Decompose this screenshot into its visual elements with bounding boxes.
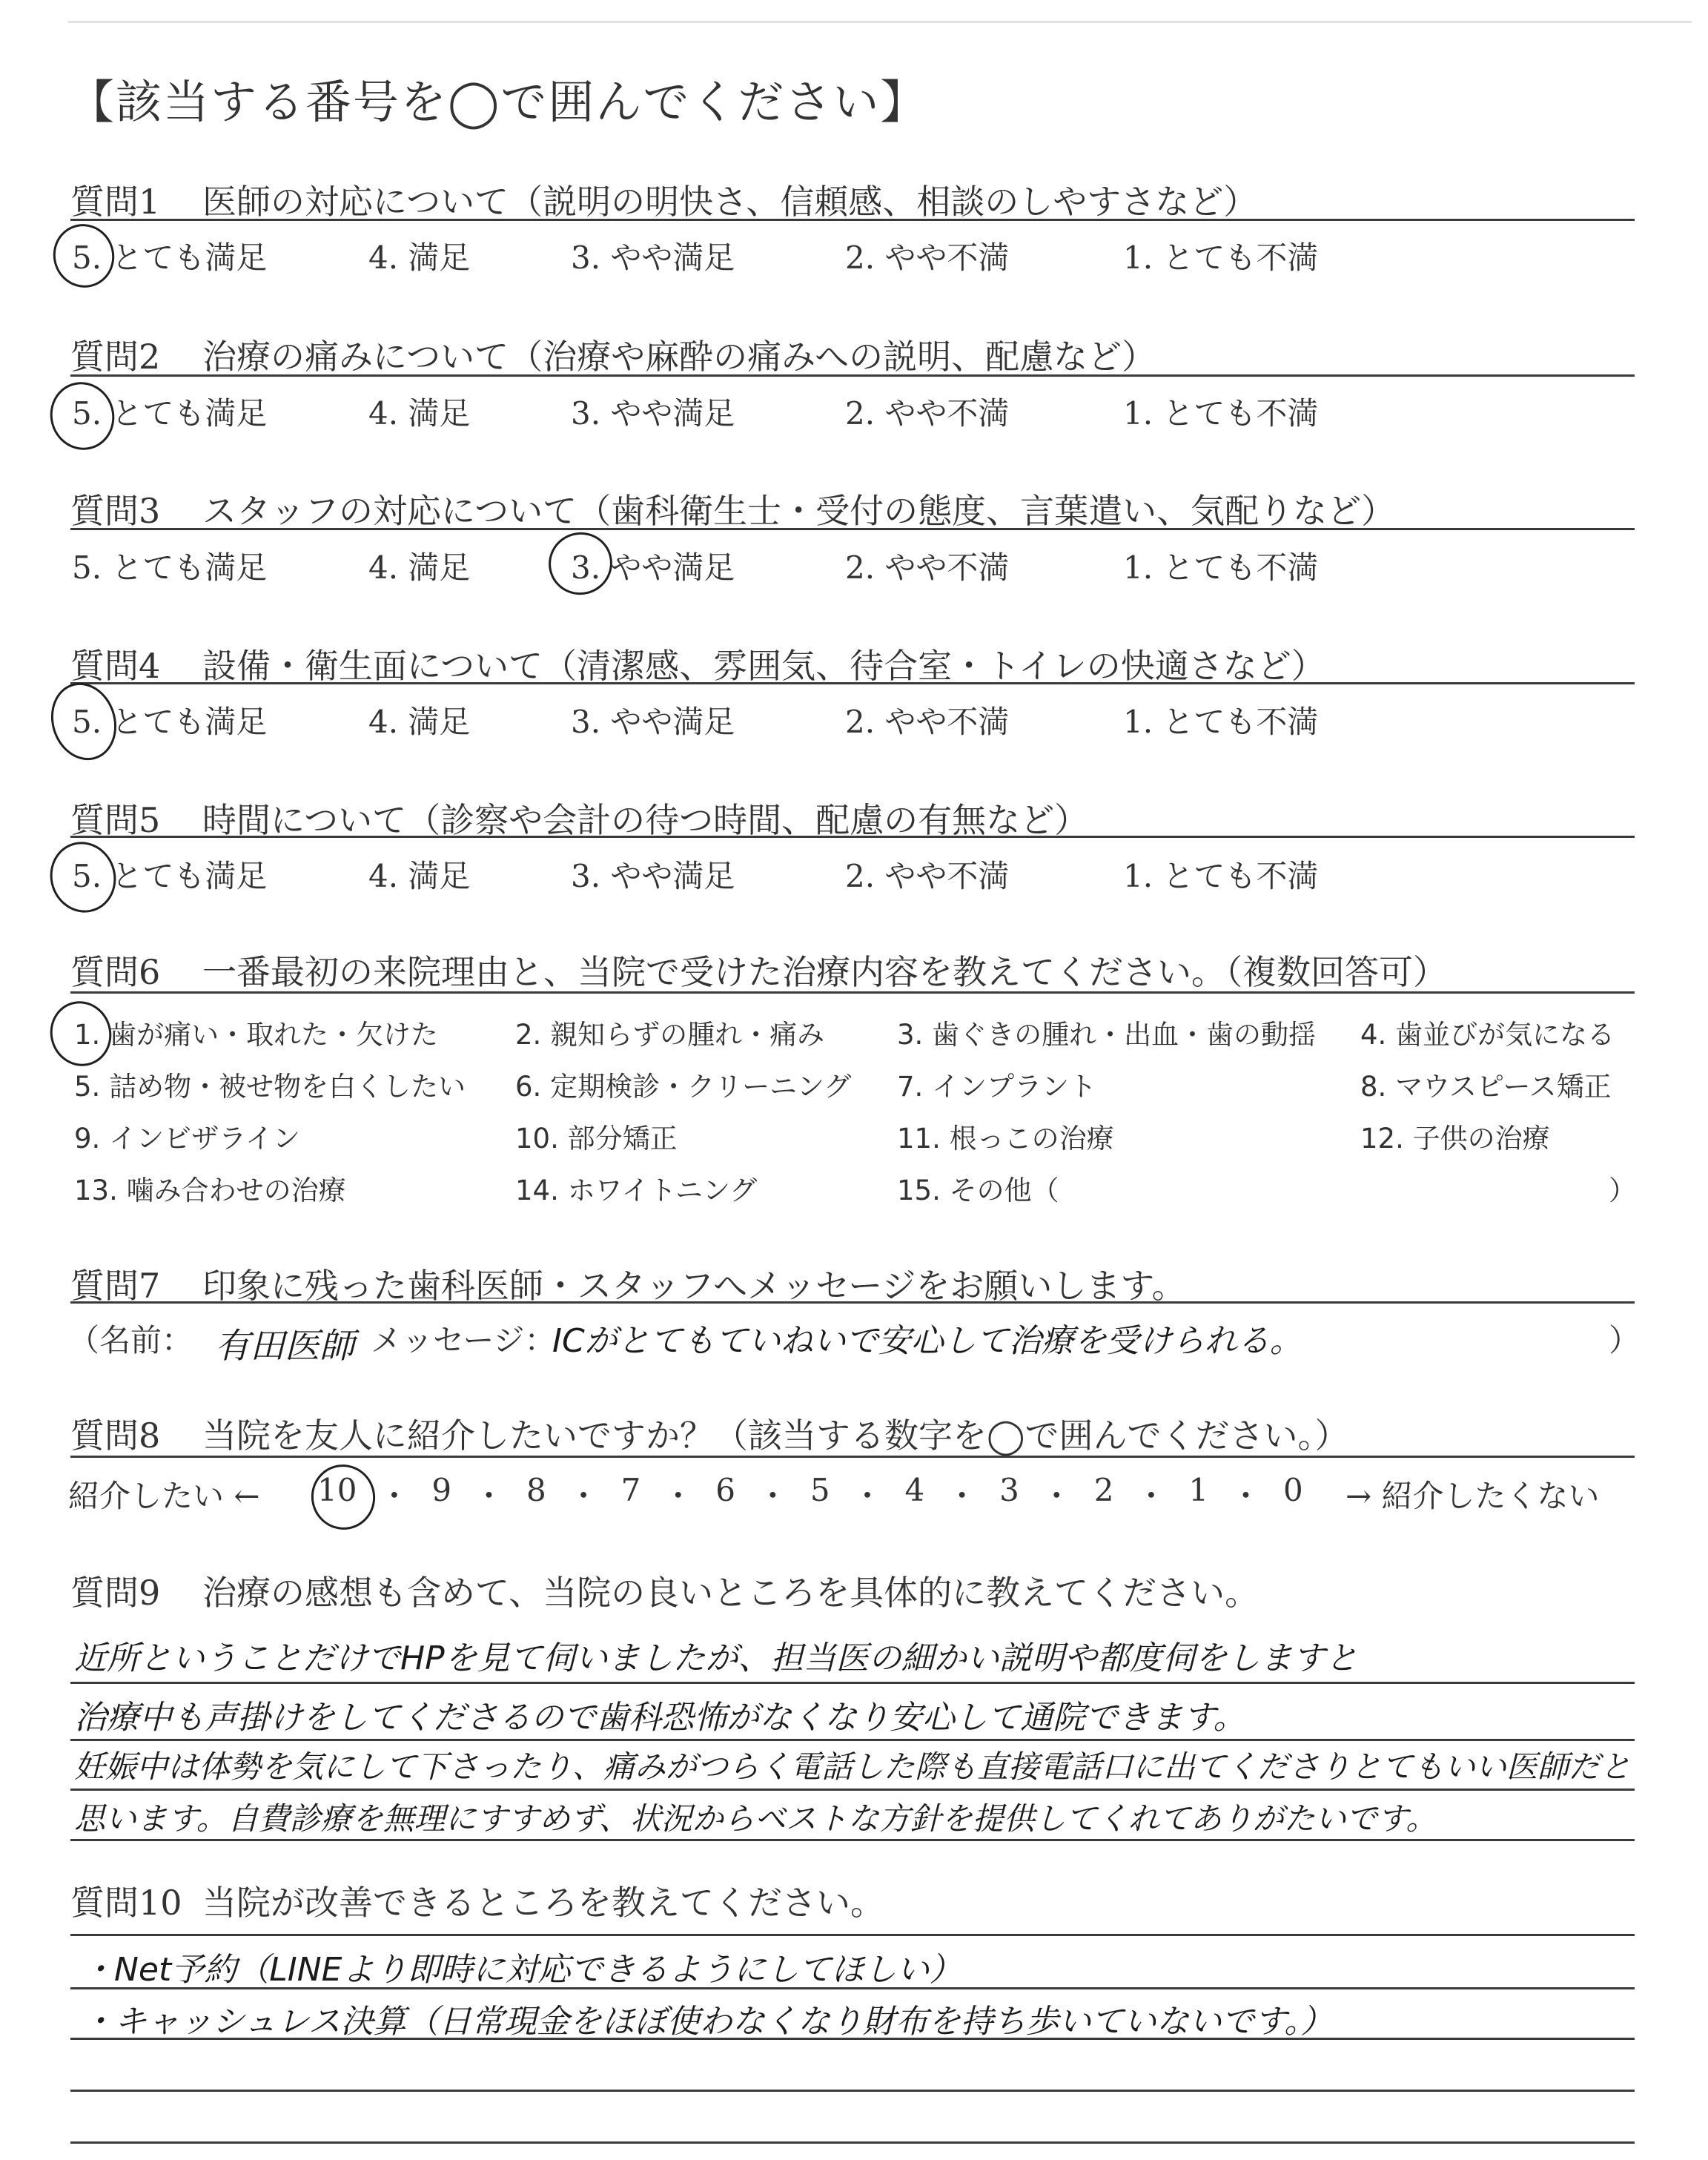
question-number: 質問1: [70, 182, 161, 222]
option-2[interactable]: 2. やや不満: [845, 395, 1010, 432]
reason-option[interactable]: 4. 歯並びが気になる: [1360, 1019, 1615, 1051]
question-rule: [70, 528, 1635, 530]
question-text: スタッフの対応について（歯科衛生士・受付の態度、言葉遣い、気配りなど）: [202, 491, 1396, 531]
scale-dot: ・: [1135, 1478, 1167, 1514]
question-rule: [70, 1456, 1635, 1458]
question-9: [70, 1566, 1259, 1615]
question-3: [70, 484, 1395, 533]
option-2[interactable]: 2. やや不満: [845, 704, 1010, 740]
option-5[interactable]: 5. とても満足: [72, 240, 268, 276]
scale-value[interactable]: 5: [810, 1472, 830, 1508]
question-text: 設備・衛生面について（清潔感、雰囲気、待合室・トイレの快適さなど）: [202, 646, 1325, 686]
scale-dot: ・: [757, 1478, 789, 1514]
page-title: 【該当する番号を◯で囲んでください】: [68, 75, 928, 129]
scale-dot: ・: [378, 1478, 410, 1514]
option-1[interactable]: 1. とても不満: [1123, 240, 1319, 276]
recommend-scale: [317, 1472, 1303, 1516]
question-rule: [70, 991, 1635, 994]
message-close-paren: ）: [1609, 1322, 1641, 1358]
scale-value[interactable]: 6: [715, 1472, 735, 1508]
selection-circle: [41, 833, 125, 921]
option-1[interactable]: 1. とても不満: [1123, 858, 1319, 894]
reason-option[interactable]: 5. 詰め物・被せ物を白くしたい: [74, 1071, 466, 1103]
recommend-right-label: → 紹介したくない: [1345, 1478, 1600, 1514]
question-2: [70, 330, 1156, 379]
option-4[interactable]: 4. 満足: [368, 704, 471, 740]
selection-circle: [42, 993, 119, 1074]
question-text: 一番最初の来院理由と、当院で受けた治療内容を教えてください。（複数回答可）: [202, 952, 1447, 992]
selection-circle: [45, 216, 123, 295]
option-5[interactable]: 5. とても満足: [72, 704, 268, 740]
reason-option[interactable]: 6. 定期検診・クリーニング: [515, 1071, 852, 1103]
question-8: [70, 1409, 1348, 1458]
question-number: 質問6: [70, 952, 161, 992]
option-3[interactable]: 3. やや満足: [571, 704, 735, 740]
question-number: 質問5: [70, 800, 161, 840]
question-text: 当院を友人に紹介したいですか？（該当する数字を◯で囲んでください。）: [202, 1416, 1349, 1456]
question-number: 質問4: [70, 646, 161, 686]
option-4[interactable]: 4. 満足: [368, 395, 471, 432]
reason-option[interactable]: 11. 根っこの治療: [897, 1123, 1114, 1155]
option-4[interactable]: 4. 満足: [368, 240, 471, 276]
answer-text-line[interactable]: 治療中も声掛けをしてくださるので歯科恐怖がなくなり安心して通院できます。: [74, 1699, 1246, 1737]
answer-text-line[interactable]: 思います。自費診療を無理にすすめず、状況からベストな方針を提供してくれてありがたいです。: [74, 1800, 1437, 1837]
recommend-left-label: 紹介したい ←: [68, 1478, 260, 1514]
question-rule: [70, 374, 1635, 377]
reason-option[interactable]: 2. 親知らずの腫れ・痛み: [515, 1019, 825, 1051]
question-number: 質問8: [70, 1416, 161, 1456]
question-6: [70, 945, 1447, 994]
other-close-paren: ）: [1609, 1175, 1636, 1206]
reason-option[interactable]: 13. 噛み合わせの治療: [74, 1175, 346, 1206]
reason-option[interactable]: 1. 歯が痛い・取れた・欠けた: [74, 1019, 439, 1051]
scale-dot: ・: [568, 1478, 600, 1514]
question-number: 質問3: [70, 491, 161, 531]
selection-circle: [540, 524, 620, 603]
scale-dot: ・: [662, 1478, 694, 1514]
option-4[interactable]: 4. 満足: [368, 549, 471, 586]
question-number: 質問2: [70, 337, 161, 377]
option-5[interactable]: 5. とても満足: [72, 549, 268, 586]
improvement-line[interactable]: ・Net予約（LINEより即時に対応できるようにしてほしい）: [82, 1951, 962, 1989]
question-text: 治療の痛みについて（治療や麻酔の痛みへの説明、配慮など）: [202, 337, 1156, 377]
question-rule: [70, 682, 1635, 684]
option-4[interactable]: 4. 満足: [368, 858, 471, 894]
question-1: [70, 175, 1257, 224]
scale-value[interactable]: 2: [1093, 1472, 1114, 1508]
option-3[interactable]: 3. やや満足: [571, 858, 735, 894]
name-label: （名前：: [68, 1322, 193, 1358]
message-value[interactable]: ICがとてもていねいで安心して治療を受けられる。: [552, 1322, 1302, 1360]
option-3[interactable]: 3. やや満足: [571, 240, 735, 276]
question-text: 印象に残った歯科医師・スタッフへメッセージをお願いします。: [202, 1266, 1186, 1306]
reason-option[interactable]: 10. 部分矯正: [515, 1123, 678, 1155]
scale-value[interactable]: 3: [999, 1472, 1019, 1508]
scale-value[interactable]: 0: [1282, 1472, 1303, 1508]
reason-option[interactable]: 7. インプラント: [897, 1071, 1097, 1103]
option-1[interactable]: 1. とても不満: [1123, 704, 1319, 740]
scale-dot: ・: [852, 1478, 884, 1514]
option-3[interactable]: 3. やや満足: [571, 549, 735, 586]
name-value[interactable]: 有田医師: [215, 1326, 354, 1367]
scale-value[interactable]: 10: [317, 1472, 357, 1508]
option-1[interactable]: 1. とても不満: [1123, 549, 1319, 586]
message-label: メッセージ：: [371, 1322, 556, 1358]
reason-option[interactable]: 12. 子供の治療: [1360, 1123, 1550, 1155]
reason-option[interactable]: 9. インビザライン: [74, 1123, 300, 1155]
option-2[interactable]: 2. やや不満: [845, 549, 1010, 586]
scale-dot: ・: [473, 1478, 505, 1514]
answer-line: [70, 1934, 1635, 1936]
question-number: 質問9: [70, 1573, 161, 1613]
improvement-line[interactable]: ・キャッシュレス決算（日常現金をほぼ使わなくなり財布を持ち歩いていないです。）: [82, 2003, 1334, 2041]
selection-circle: [303, 1456, 384, 1538]
question-number: 質問10: [70, 1883, 182, 1923]
scale-dot: ・: [946, 1478, 978, 1514]
question-text: 当院が改善できるところを教えてください。: [202, 1883, 884, 1923]
answer-line: [70, 2090, 1635, 2092]
reason-option[interactable]: 3. 歯ぐきの腫れ・出血・歯の動揺: [897, 1019, 1317, 1051]
question-rule: [70, 1301, 1635, 1304]
question-text: 治療の感想も含めて、当院の良いところを具体的に教えてください。: [202, 1573, 1260, 1613]
option-2[interactable]: 2. やや不満: [845, 858, 1010, 894]
reason-option[interactable]: 14. ホワイトニング: [515, 1175, 758, 1206]
selection-circle: [42, 374, 123, 458]
answer-text-line[interactable]: 近所ということだけでHPを見て伺いましたが、担当医の細かい説明や都度伺をしますと: [74, 1639, 1358, 1677]
answer-line: [70, 1839, 1635, 1841]
scale-value[interactable]: 1: [1188, 1472, 1209, 1508]
scale-value[interactable]: 7: [620, 1472, 641, 1508]
option-5[interactable]: 5. とても満足: [72, 395, 268, 432]
scale-dot: ・: [1230, 1478, 1262, 1514]
answer-line: [70, 1682, 1635, 1684]
option-3[interactable]: 3. やや満足: [571, 395, 735, 432]
question-text: 時間について（診察や会計の待つ時間、配慮の有無など）: [202, 800, 1089, 840]
option-2[interactable]: 2. やや不満: [845, 240, 1010, 276]
answer-line: [70, 2141, 1635, 2144]
answer-text-line[interactable]: 妊娠中は体勢を気にして下さったり、痛みがつらく電話した際も直接電話口に出てくださりとてもいい医師だと: [74, 1748, 1632, 1785]
scale-value[interactable]: 9: [431, 1472, 452, 1508]
reason-option[interactable]: 15. その他（: [897, 1175, 1059, 1206]
option-5[interactable]: 5. とても満足: [72, 858, 268, 894]
question-rule: [70, 219, 1635, 221]
question-rule: [70, 836, 1635, 838]
scale-value[interactable]: 4: [904, 1472, 925, 1508]
question-text: 医師の対応について（説明の明快さ、信頼感、相談のしやすさなど）: [202, 182, 1258, 222]
top-border: [68, 21, 1692, 23]
answer-line: [70, 1739, 1635, 1741]
reason-option[interactable]: 8. マウスピース矯正: [1360, 1071, 1612, 1103]
answer-line: [70, 1789, 1635, 1791]
question-4: [70, 639, 1325, 688]
question-number: 質問7: [70, 1266, 161, 1306]
selection-circle: [42, 674, 127, 768]
question-10: [70, 1876, 884, 1925]
scale-dot: ・: [1041, 1478, 1073, 1514]
option-1[interactable]: 1. とても不満: [1123, 395, 1319, 432]
scale-value[interactable]: 8: [526, 1472, 546, 1508]
